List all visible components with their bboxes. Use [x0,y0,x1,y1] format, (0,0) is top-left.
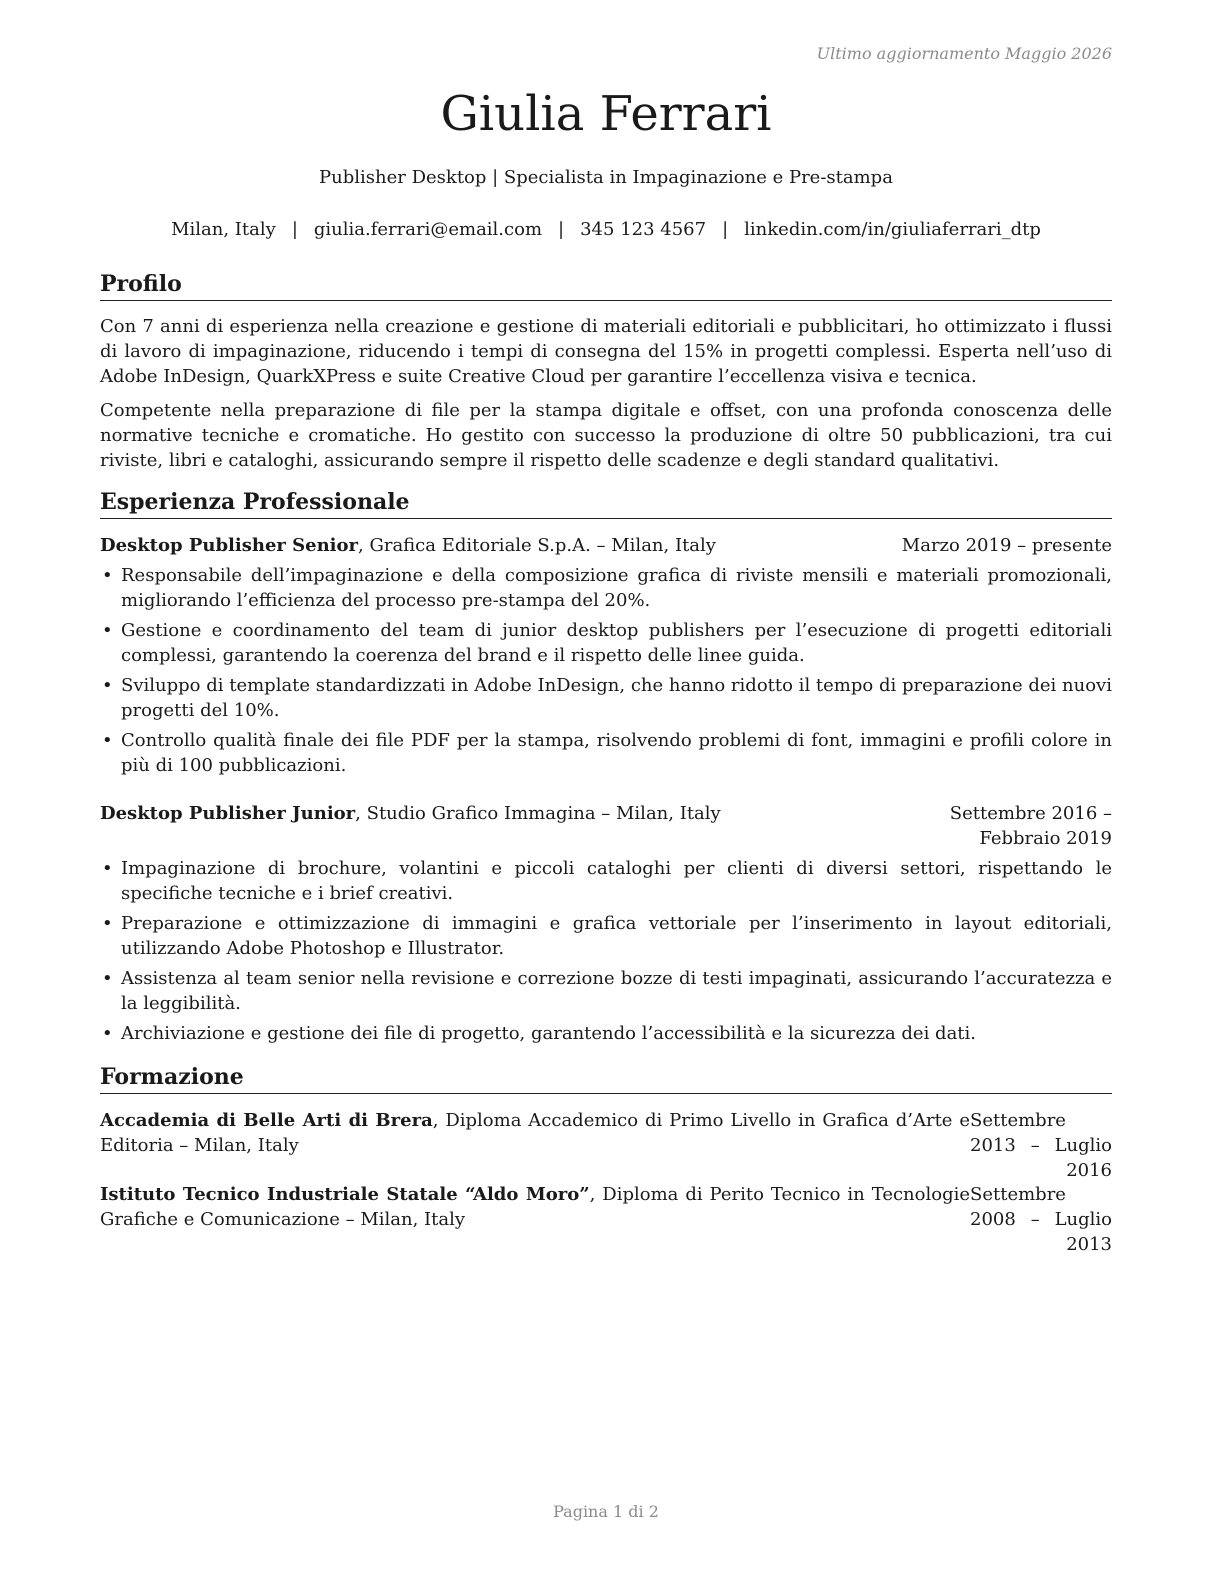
headline: Publisher Desktop | Specialista in Impaginazione e Pre-stampa [319,167,893,188]
job-title-line [100,533,716,558]
job-header [100,801,1112,851]
job-role: Desktop Publisher Junior [100,803,356,824]
contact-separator: | [558,219,565,240]
section-title-profile: Profilo [100,270,1112,301]
education-school: Accademia di Belle Arti di Brera [100,1110,433,1131]
candidate-name: Giulia Ferrari [440,86,772,142]
page-number: Pagina 1 di 2 [553,1502,659,1521]
contact-separator: | [722,219,729,240]
job-company: , Grafica Editoriale S.p.A. – Milan, Italy [358,535,716,556]
contact-line [100,219,1112,240]
job-role: Desktop Publisher Senior [100,535,359,556]
resume-page [100,0,1112,1584]
profile-paragraph: Competente nella preparazione di file per la stampa digitale e offset, con una profonda conoscenza delle normative tecniche e cromatiche. Ho gestito con successo la produzione di oltre 50 pubblicazioni, tra cui riviste, libri e cataloghi, assicurando sempre il rispetto delle scadenze e degli standard qualitativi. [100,400,1112,471]
list-item: • Gestione e coordinamento del team di junior desktop publishers per l’esecuzione di progetti editoriali complessi, garantendo la coerenza del brand e il rispetto delle linee guida. [100,618,1112,668]
education-dates-start: Settembre 2008 – Luglio [970,1184,1112,1230]
job-dates: Settembre 2016 – Febbraio 2019 [949,803,1112,849]
list-item: • Assistenza al team senior nella revisione e correzione bozze di testi impaginati, assicurando l’accuratezza e la leggibilità. [100,966,1112,1016]
education-dates-end: 2013 [1066,1234,1112,1255]
list-item: • Controllo qualità finale dei file PDF per la stampa, risolvendo problemi di font, immagini e profili colore in più di 100 pubblicazioni. [100,728,1112,778]
education-school: Istituto Tecnico Industriale Statale “Aldo Moro” [100,1184,590,1205]
job-title-line [100,801,721,826]
contact-linkedin[interactable]: linkedin.com/in/giuliaferrari_dtp [744,219,1041,240]
contact-email[interactable]: giulia.ferrari@email.com [313,219,543,240]
list-item: • Archiviazione e gestione dei file di progetto, garantendo l’accessibilità e la sicurezza dei dati. [100,1021,1112,1046]
list-item: • Impaginazione di brochure, volantini e piccoli cataloghi per clienti di diversi settori, rispettando le specifiche tecniche e i brief creativi. [100,856,1112,906]
section-title-experience: Esperienza Professionale [100,488,1112,519]
section-title-education: Formazione [100,1063,1112,1094]
job-bullets [100,856,1112,1051]
list-item: • Preparazione e ottimizzazione di immagini e grafica vettoriale per l’inserimento in layout editoriali, utilizzando Adobe Photoshop e Illustrator. [100,911,1112,961]
education-entry [100,1108,1112,1183]
education-dates-end: 2016 [1066,1160,1112,1181]
contact-location: Milan, Italy [171,219,276,240]
education-dates-start: Settembre 2013 – Luglio [970,1110,1112,1156]
education-degree: , Diploma Accademico di Primo Livello in Grafica d’Arte e Editoria – Milan, Italy [100,1110,970,1156]
list-item: • Sviluppo di template standardizzati in Adobe InDesign, che hanno ridotto il tempo di preparazione dei nuovi progetti del 10%. [100,673,1112,723]
education-degree: , Diploma di Perito Tecnico in Tecnologie Grafiche e Comunicazione – Milan, Italy [100,1184,971,1230]
contact-separator: | [291,219,298,240]
contact-phone: 345 123 4567 [580,219,707,240]
education-dates [970,1108,1112,1183]
list-item: • Responsabile dell’impaginazione e della composizione grafica di riviste mensili e materiali promozionali, migliorando l’efficienza del processo pre-stampa del 20%. [100,563,1112,613]
job-company: , Studio Grafico Immagina – Milan, Italy [355,803,721,824]
education-entry [100,1182,1112,1257]
job-dates: Marzo 2019 – presente [901,535,1112,556]
education-title [100,1108,970,1158]
last-updated: Ultimo aggiornamento Maggio 2026 [816,44,1112,63]
education-dates [970,1182,1112,1257]
job-bullets [100,563,1112,783]
education-title [100,1182,970,1232]
job-header [100,533,1112,558]
profile-paragraph: Con 7 anni di esperienza nella creazione e gestione di materiali editoriali e pubblicitari, ho ottimizzato i flussi di lavoro di impaginazione, riducendo i tempi di consegna del 15% in progetti complessi. Esperta nell’uso di Adobe InDesign, QuarkXPress e suite Creative Cloud per garantire l’eccellenza visiva e tecnica. [100,316,1112,387]
